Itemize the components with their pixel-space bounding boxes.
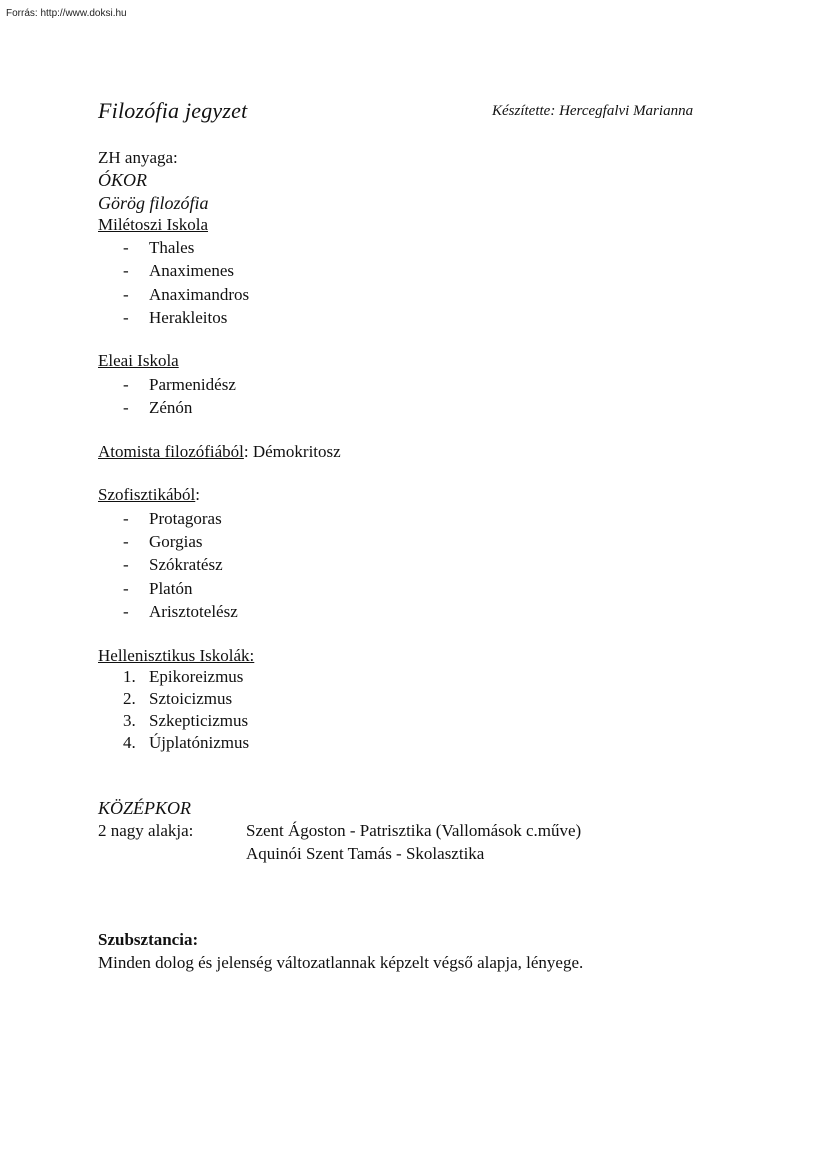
list-bullet: -	[123, 261, 129, 280]
list-item: Szkepticizmus	[149, 711, 249, 730]
list-bullet: -	[123, 602, 129, 621]
list-bullet: -	[123, 375, 129, 394]
list-bullet: -	[123, 398, 129, 417]
kozepkor-line-2: Aquinói Szent Tamás - Skolasztika	[246, 844, 485, 863]
subheading-gorog: Görög filozófia	[98, 193, 209, 213]
kozepkor-line-1: Szent Ágoston - Patrisztika (Vallomások c.műve)	[246, 821, 582, 840]
kozepkor-label: 2 nagy alakja:	[98, 821, 194, 840]
list-item: Platón	[149, 579, 193, 598]
atomista-value: : Démokritosz	[243, 442, 341, 461]
section-heading-hellenisztikus: Hellenisztikus Iskolák:	[98, 646, 255, 665]
source-url: Forrás: http://www.doksi.hu	[6, 8, 127, 19]
section-heading-miletoszi: Milétoszi Iskola	[98, 215, 209, 234]
list-item: Thales	[149, 238, 195, 257]
list-item: Herakleitos	[149, 308, 228, 327]
szubsztancia-definition: Minden dolog és jelenség változatlannak képzelt végső alapja, lényege.	[98, 953, 584, 972]
era-heading-kozepkor: KÖZÉPKOR	[98, 798, 192, 818]
list-number: 1.	[123, 667, 136, 686]
szofisztika-line	[98, 485, 200, 505]
list-item: Anaximandros	[149, 285, 250, 304]
list-bullet: -	[123, 532, 129, 551]
era-heading-okor: ÓKOR	[98, 170, 147, 190]
list-bullet: -	[123, 238, 129, 257]
section-heading-szofisztika: Szofisztikából	[98, 485, 196, 504]
list-item: Újplatónizmus	[149, 733, 250, 752]
list-item: Arisztotelész	[149, 602, 238, 621]
szofisztika-colon: :	[195, 485, 200, 504]
intro-text: ZH anyaga:	[98, 148, 178, 167]
list-bullet: -	[123, 579, 129, 598]
list-item: Epikoreizmus	[149, 667, 244, 686]
szubsztancia-heading: Szubsztancia:	[98, 930, 199, 949]
list-item: Anaximenes	[149, 261, 234, 280]
document-title: Filozófia jegyzet	[98, 98, 248, 123]
atomista-line	[98, 442, 341, 462]
list-item: Sztoicizmus	[149, 689, 233, 708]
list-bullet: -	[123, 555, 129, 574]
list-number: 2.	[123, 689, 136, 708]
list-bullet: -	[123, 285, 129, 304]
list-item: Zénón	[149, 398, 193, 417]
list-number: 4.	[123, 733, 136, 752]
list-number: 3.	[123, 711, 136, 730]
author-line: Készítette: Hercegfalvi Marianna	[492, 103, 694, 119]
section-heading-eleai: Eleai Iskola	[98, 351, 179, 370]
list-item: Gorgias	[149, 532, 203, 551]
list-item: Protagoras	[149, 509, 222, 528]
list-item: Parmenidész	[149, 375, 236, 394]
list-bullet: -	[123, 308, 129, 327]
list-bullet: -	[123, 509, 129, 528]
list-item: Szókratész	[149, 555, 223, 574]
section-heading-atomista: Atomista filozófiából	[98, 442, 244, 461]
